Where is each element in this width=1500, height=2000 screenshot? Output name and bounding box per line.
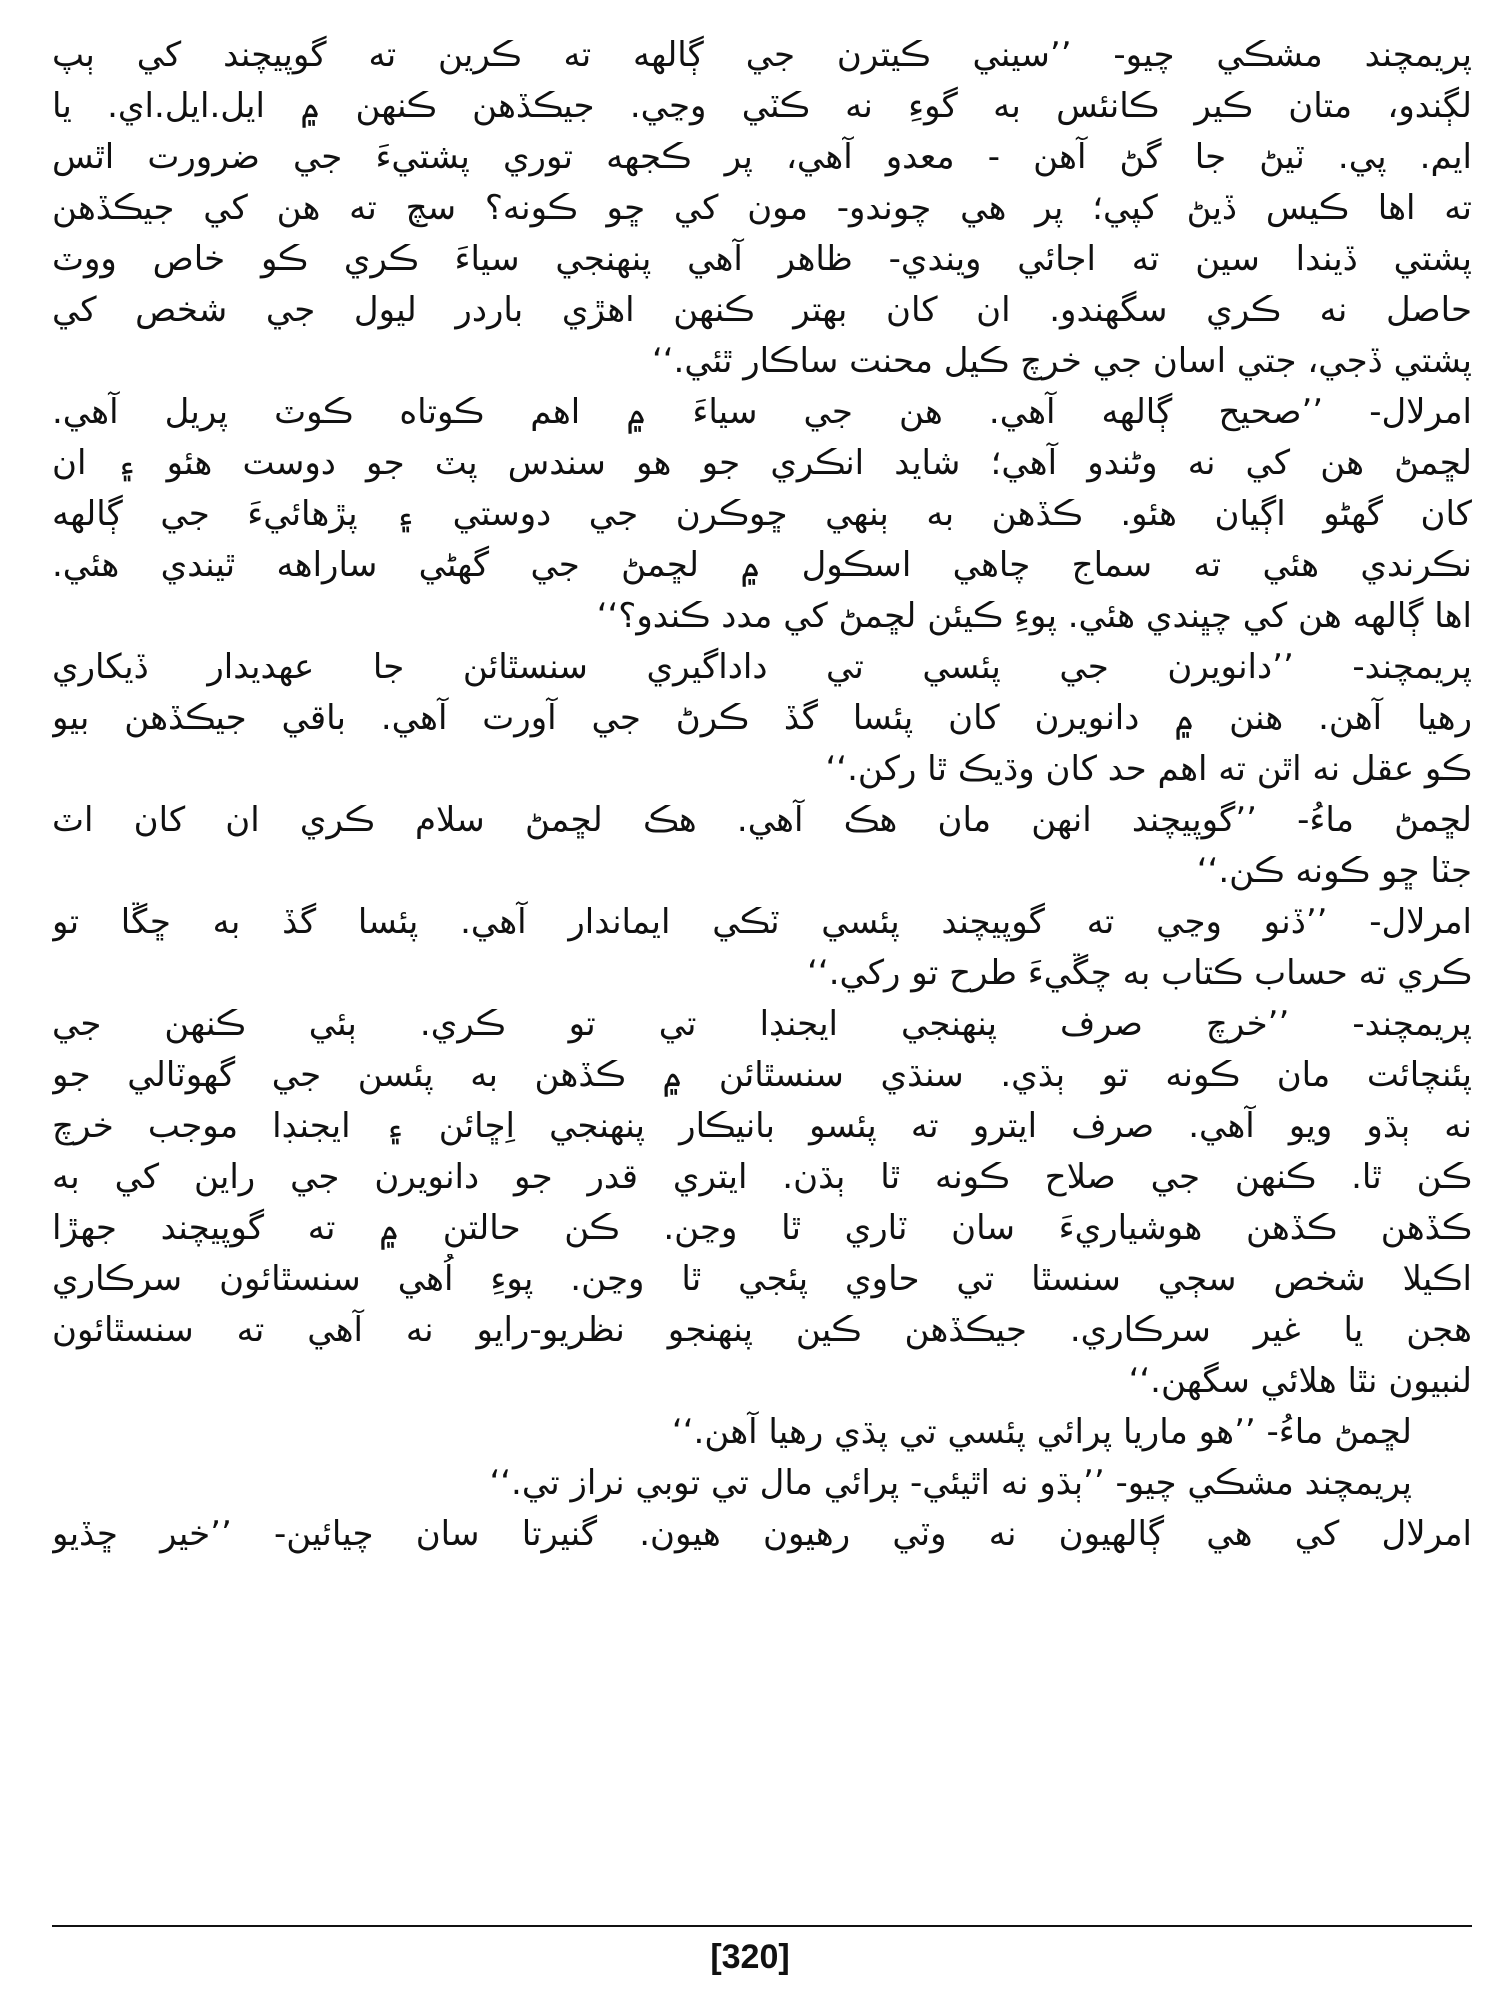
text-line: لنبيون نٿا هلائي سگهن.‘‘ (1128, 1361, 1472, 1401)
text-line: هجن يا غير سرڪاري. جيڪڏهن ڪين پنهنجو نظريو-رايو نه آهي ته سنسٿائون (52, 1310, 1472, 1350)
page-text (52, 30, 1472, 1560)
text-line: لڇمڻ ماءُ- ’’هو ماريا پرائي پئسي تي پڌي رهيا آهن.‘‘ (671, 1412, 1412, 1452)
text-line: لڳندو، متان ڪير ڪانئس به گوءِ نه ڪٽي وڃي. جيڪڏهن ڪنهن ۾ ايل.ايل.اي. يا (52, 86, 1472, 126)
text-line: اها ڳالهه هن کي چڀندي هئي. پوءِ ڪيئن لڇمڻ کي مدد ڪندو؟‘‘ (596, 596, 1472, 636)
text-line: امرلال- ’’صحيح ڳالهه آهي. هن جي سياءَ ۾ اهم ڪوتاه ڪوٽ پريل آهي. (52, 392, 1472, 432)
text-line: رهيا آهن. هنن ۾ دانويرن کان پئسا گڏ ڪرڻ جي آورت آهي. باقي جيڪڏهن بيو (52, 698, 1472, 738)
text-line: نڪرندي هئي ته سماج چاهي اسڪول ۾ لڇمڻ جي گهڻي ساراهه ٿيندي هئي. (52, 545, 1472, 585)
text-line: امرلال کي هي ڳالهيون نه وٽي رهيون هيون. گنيرتا سان چيائين- ’’خير ڇڏيو (52, 1514, 1472, 1554)
text-line: پئنچائت مان ڪونه تو ٻڌي. سنڌي سنسٿائن ۾ ڪڏهن به پئسن جي گهوٽالي جو (52, 1055, 1472, 1095)
text-line: ڪن ٿا. ڪنهن جي صلاح ڪونه ٿا ٻڌن. ايتري قدر جو دانويرن جي راين کي به (52, 1157, 1472, 1197)
footer-divider (52, 1925, 1472, 1927)
text-line: ڪڏهن ڪڏهن هوشياريءَ سان ٽاري ٿا وڃن. ڪن حالتن ۾ ته گوپيچند جهڙا (52, 1208, 1472, 1248)
text-line: پريمچند- ’’دانويرن جي پئسي تي داداگيري سنسٿائن جا عهديدار ڏيکاري (52, 647, 1472, 687)
text-line: پشتي ڏجي، جتي اسان جي خرچ ڪيل محنت ساڪار ٿئي.‘‘ (651, 341, 1472, 381)
text-line: پريمچند مشڪي چيو- ’’سيني ڪيترن جي ڳالهه ته ڪرين ته گوپيچند کي ٻپ (52, 35, 1472, 75)
text-line: نه ٻڌو ويو آهي. صرف ايترو ته پئسو بانيڪار پنهنجي اِڇائن ۽ ايجنڊا موجب خرچ (52, 1106, 1472, 1146)
text-line: لڇمڻ ماءُ- ’’گوپيچند انهن مان هڪ آهي. هڪ لڇمڻ سلام ڪري ان کان اٽ (52, 800, 1472, 840)
text-line: اڪيلا شخص سڄي سنسٿا تي حاوي پئجي ٿا وڃن. پوءِ اُهي سنسٿائون سرڪاري (52, 1259, 1472, 1299)
text-line: ايم. پي. ٽيڻ جا گڻ آهن - معدو آهي، پر ڪجهه توري پشتيءَ جي ضرورت اٿس (52, 137, 1472, 177)
page-number: [320] (710, 1938, 790, 1976)
text-line: کان گهڻو اڳيان هئو. ڪڏهن به ٻنهي ڇوڪرن جي دوستي ۽ پڙهائيءَ جي ڳالهه (52, 494, 1472, 534)
text-line: امرلال- ’’ڏنو وڃي ته گوپيچند پئسي ٽڪي ايماندار آهي. پئسا گڏ به ڇڱا تو (52, 902, 1472, 942)
text-line: ڪو عقل نه اٿن ته اهم حد کان وڌيڪ ٿا رکن.‘‘ (825, 749, 1472, 789)
text-line: ته اها ڪيس ڏيڻ کپي؛ پر هي چوندو- مون کي ڇو ڪونه؟ سچ ته هن کي جيڪڏهن (52, 188, 1472, 228)
text-line: حاصل نه ڪري سگهندو. ان کان بهتر ڪنهن اهڙي باردر ليول جي شخص کي (52, 290, 1472, 330)
text-line: جٽا ڇو ڪونه ڪن.‘‘ (1196, 851, 1472, 891)
text-line: پريمچند مشڪي چيو- ’’ٻڌو نه اٿيئي- پرائي مال تي توبي نراز تي.‘‘ (489, 1463, 1412, 1503)
text-line: پريمچند- ’’خرچ صرف پنهنجي ايجنڊا تي تو ڪري. ٻئي ڪنهن جي (52, 1004, 1472, 1044)
text-line: لڇمڻ هن کي نه وڻندو آهي؛ شايد انڪري جو هو سندس پٽ جو دوست هئو ۽ ان (52, 443, 1472, 483)
text-line: پشتي ڏيندا سين ته اجائي ويندي- ظاهر آهي پنهنجي سياءَ ڪري ڪو خاص ووٽ (52, 239, 1472, 279)
text-line: ڪري ته حساب ڪتاب به چڱيءَ طرح تو رکي.‘‘ (807, 953, 1472, 993)
